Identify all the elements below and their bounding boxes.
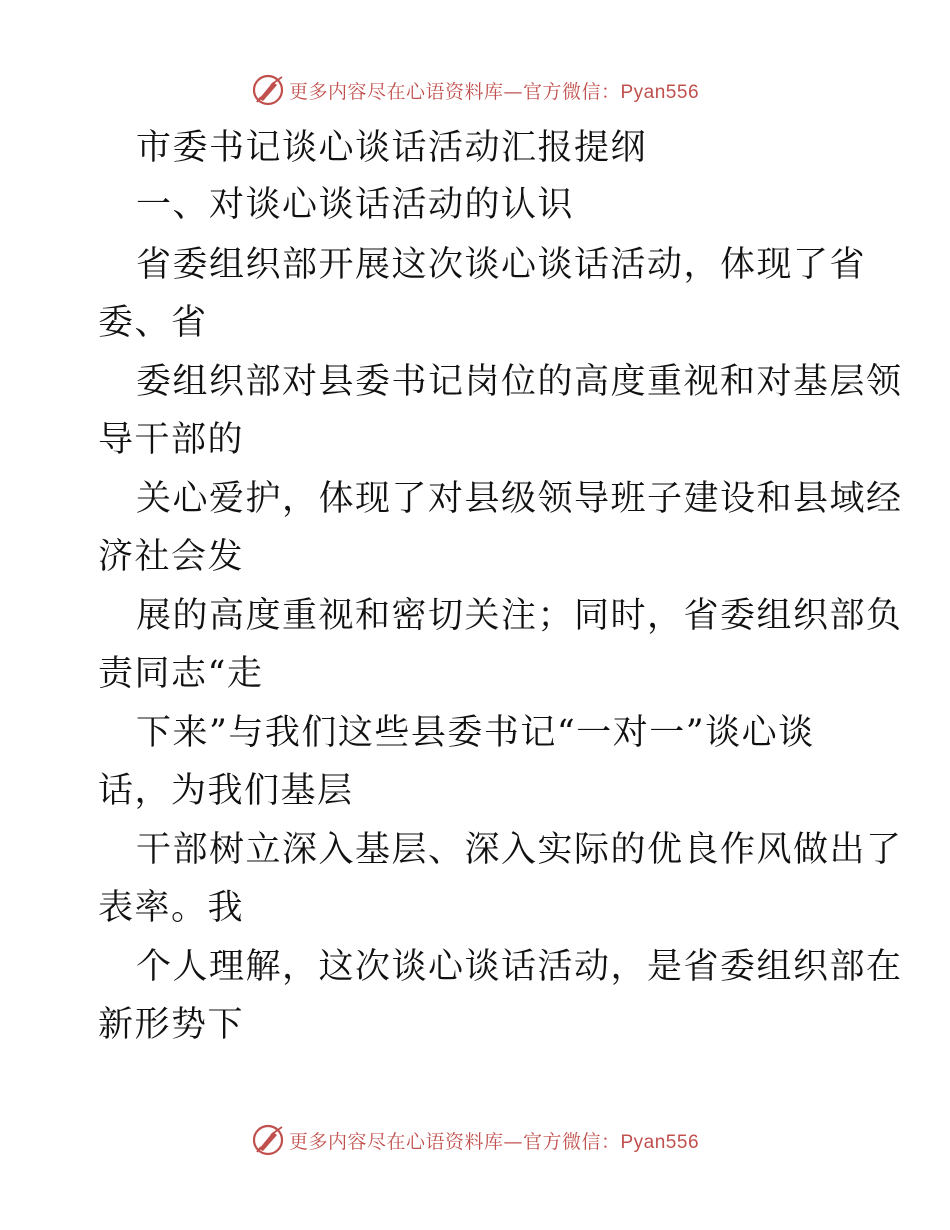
paragraph-line: 个人理解，这次谈心谈话活动，是省委组织部在 xyxy=(136,947,903,987)
watermark-site-text: 更多内容尽在心语资料库 xyxy=(288,80,504,103)
footer-watermark xyxy=(0,1120,950,1160)
watermark-dash: — xyxy=(503,1130,523,1153)
watermark-wechat-label: 官方微信： xyxy=(522,1130,621,1153)
paragraph-line: 话，为我们基层 xyxy=(98,771,354,811)
quill-pen-logo-icon xyxy=(251,73,285,107)
document-title: 市委书记谈心谈话活动汇报提纲 xyxy=(136,128,648,168)
watermark-wechat-id: Pyan556 xyxy=(620,81,700,103)
paragraph-line: 省委组织部开展这次谈心谈话活动，体现了省 xyxy=(136,245,867,285)
watermark-text xyxy=(289,1127,699,1154)
paragraph-line: 表率。我 xyxy=(98,888,245,928)
watermark-dash: — xyxy=(503,80,523,103)
paragraph-line: 责同志“走 xyxy=(98,654,264,694)
paragraph-line: 干部树立深入基层、深入实际的优良作风做出了 xyxy=(136,830,903,870)
paragraph-line: 关心爱护，体现了对县级领导班子建设和县域经 xyxy=(136,479,903,519)
header-watermark xyxy=(0,70,950,110)
watermark-wechat-label: 官方微信： xyxy=(522,80,621,103)
section-heading: 一、对谈心谈话活动的认识 xyxy=(136,185,575,225)
watermark-wechat-id: Pyan556 xyxy=(620,1131,700,1153)
watermark-text xyxy=(289,77,699,104)
paragraph-line: 济社会发 xyxy=(98,537,245,577)
paragraph-line: 委组织部对县委书记岗位的高度重视和对基层领 xyxy=(136,362,903,402)
paragraph-line: 导干部的 xyxy=(98,420,245,460)
paragraph-line: 委、省 xyxy=(98,303,208,343)
quill-pen-logo-icon xyxy=(251,1123,285,1157)
paragraph-line: 下来”与我们这些县委书记“一对一”谈心谈 xyxy=(136,713,815,753)
paragraph-line: 新形势下 xyxy=(98,1005,245,1045)
watermark-site-text: 更多内容尽在心语资料库 xyxy=(288,1130,504,1153)
paragraph-line: 展的高度重视和密切关注；同时，省委组织部负 xyxy=(136,596,903,636)
